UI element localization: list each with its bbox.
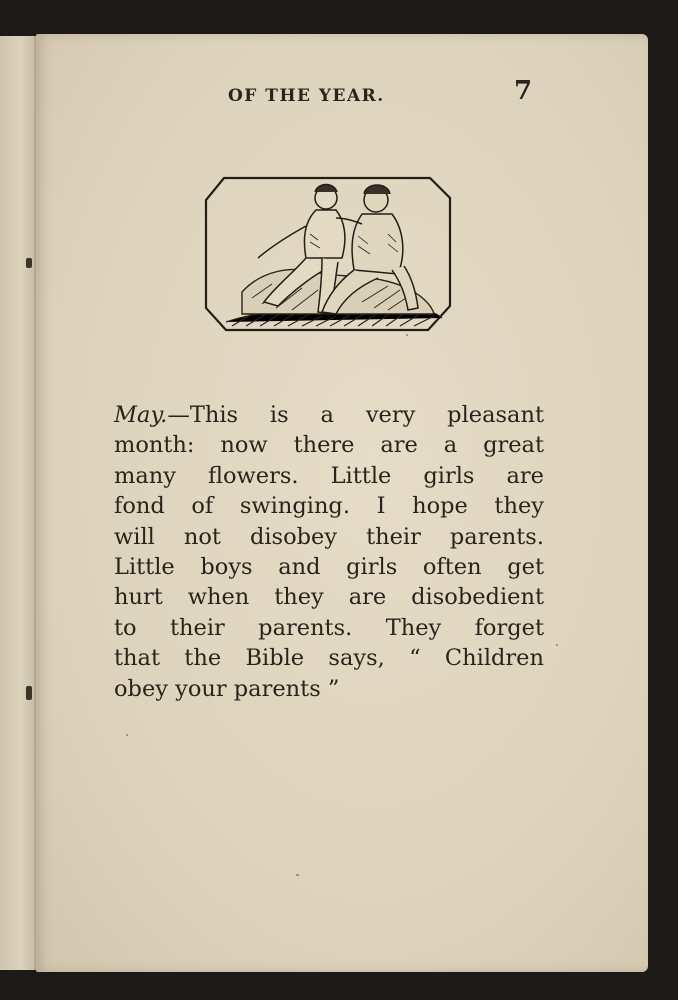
paper-speck: [126, 734, 128, 736]
binding-hole: [26, 686, 32, 700]
binding-hole: [26, 258, 32, 268]
paper-speck: [406, 334, 408, 336]
paper-speck: [296, 874, 299, 876]
paper-speck: [556, 644, 558, 646]
body-paragraph: [114, 400, 544, 704]
text-line-9: that the Bible says, “ Children: [114, 645, 544, 672]
book-page: [36, 34, 648, 972]
facing-page-edge: [0, 36, 36, 970]
running-head: OF THE YEAR.: [228, 86, 385, 106]
text-line-6: Little boys and girls often get: [114, 554, 544, 581]
text-line-1-body: —This is a very pleasant: [167, 402, 544, 428]
text-line-2: month: now there are a great: [114, 432, 544, 459]
text-line-5: will not disobey their parents.: [114, 523, 544, 550]
woodcut-illustration: [202, 174, 454, 334]
page-number: 7: [514, 76, 533, 106]
text-line-1: [114, 400, 544, 430]
text-line-3: many flowers. Little girls are: [114, 462, 544, 489]
text-line-7: hurt when they are disobedient: [114, 584, 544, 611]
text-line-8: to their parents. They forget: [114, 614, 544, 641]
text-line-10: obey your parents ”: [114, 675, 340, 702]
text-line-4: fond of swinging. I hope they: [114, 493, 544, 520]
month-name: May.: [114, 402, 168, 428]
